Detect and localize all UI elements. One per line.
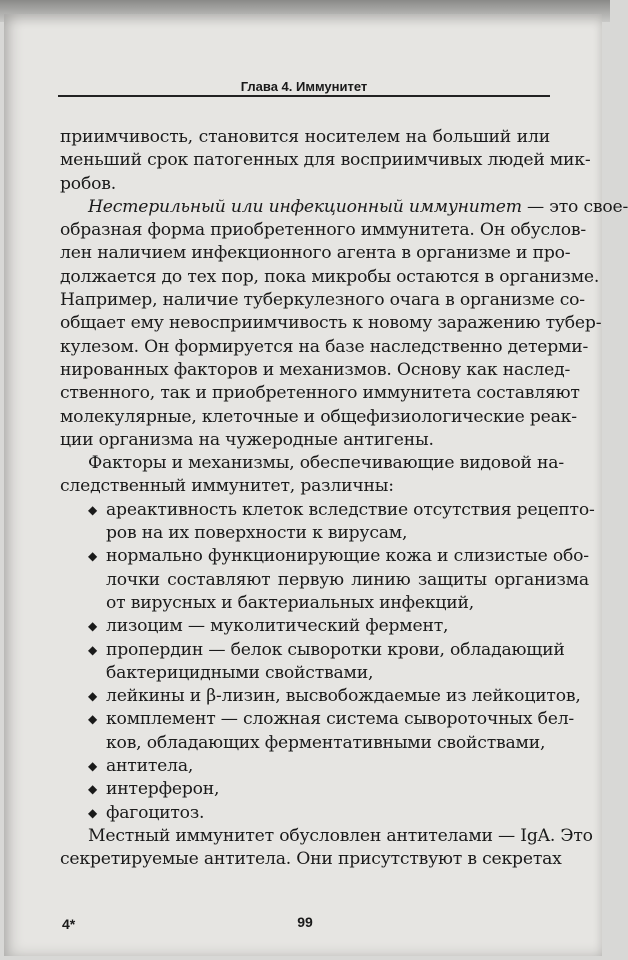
italic-term: Нестерильный или инфекционный иммунитет	[88, 196, 522, 217]
text-line: комплемент — сложная система сывороточных бел-	[106, 709, 575, 730]
text-line: ственного, так и приобретенного иммунитета составляют	[60, 383, 580, 404]
text-line: ков, обладающих ферментативными свойствами,	[106, 732, 546, 753]
text-line: приимчивость, становится носителем на больший или	[60, 127, 550, 147]
diamond-bullet-icon: ◆	[88, 712, 98, 727]
text-line: лочки составляют первую линию защиты организма	[106, 569, 589, 590]
text-line: робов.	[60, 173, 116, 194]
text-line: Местный иммунитет обусловлен антителами — IgA. Это	[88, 825, 593, 846]
bullet-list	[60, 499, 595, 825]
page-number: 99	[297, 914, 313, 930]
text-line: ареактивность клеток вследствие отсутствия рецепто-	[106, 499, 595, 520]
text-line: общает ему невосприимчивость к новому заражению тубер-	[60, 313, 602, 334]
text-span: — это свое-	[521, 196, 628, 217]
body-text	[60, 126, 628, 872]
diamond-bullet-icon: ◆	[88, 619, 98, 634]
text-line: ров на их поверхности к вирусам,	[106, 523, 408, 544]
diamond-bullet-icon: ◆	[88, 759, 98, 774]
text-line: нированных факторов и механизмов. Основу как наслед-	[60, 359, 571, 380]
diamond-bullet-icon: ◆	[88, 642, 98, 657]
diamond-bullet-icon: ◆	[88, 805, 98, 820]
text-line	[60, 196, 628, 219]
text-line: образная форма приобретенного иммунитета. Он обуслов-	[60, 220, 586, 241]
list-item	[60, 778, 550, 801]
header-rule	[58, 95, 550, 97]
text-line: должается до тех пор, пока микробы остаются в организме.	[60, 266, 600, 287]
list-item	[60, 685, 581, 708]
text-line: молекулярные, клеточные и общефизиологические реак-	[60, 406, 577, 427]
text-line: лейкины и β-лизин, высвобождаемые из лейкоцитов,	[106, 686, 581, 707]
diamond-bullet-icon: ◆	[88, 549, 98, 564]
text-line: пропердин — белок сыворотки крови, обладающий	[106, 639, 565, 660]
text-line: интерферон,	[106, 779, 220, 800]
text-line: от вирусных и бактериальных инфекций,	[106, 592, 474, 613]
text-line: следственный иммунитет, различны:	[60, 476, 394, 497]
text-line: лен наличием инфекционного агента в организме и про-	[60, 243, 571, 264]
list-item	[60, 708, 575, 755]
text-line: антитела,	[106, 756, 194, 777]
list-item	[60, 755, 550, 778]
diamond-bullet-icon: ◆	[88, 689, 98, 704]
text-line: нормально функционирующие кожа и слизистые обо-	[106, 546, 589, 567]
text-line: Например, наличие туберкулезного очага в организме со-	[60, 290, 585, 311]
diamond-bullet-icon: ◆	[88, 782, 98, 797]
text-line: секретируемые антитела. Они присутствуют в секретах	[60, 849, 562, 870]
text-line: Факторы и механизмы, обеспечивающие видовой на-	[88, 453, 564, 474]
list-item	[60, 499, 595, 546]
running-header: Глава 4. Иммунитет	[240, 79, 368, 94]
diamond-bullet-icon: ◆	[88, 502, 98, 517]
text-line: лизоцим — муколитический фермент,	[106, 616, 449, 637]
list-item	[60, 802, 550, 825]
list-item	[60, 615, 550, 638]
text-line: ции организма на чужеродные антигены.	[60, 429, 434, 450]
text-line: кулезом. Он формируется на базе наследственно детерми-	[60, 336, 589, 357]
text-line: фагоцитоз.	[106, 802, 205, 823]
text-line: бактерицидными свойствами,	[106, 662, 374, 683]
list-item	[60, 639, 565, 686]
signature-mark: 4*	[62, 916, 76, 932]
text-line: меньший срок патогенных для восприимчивых людей мик-	[60, 150, 591, 171]
list-item	[60, 545, 589, 615]
